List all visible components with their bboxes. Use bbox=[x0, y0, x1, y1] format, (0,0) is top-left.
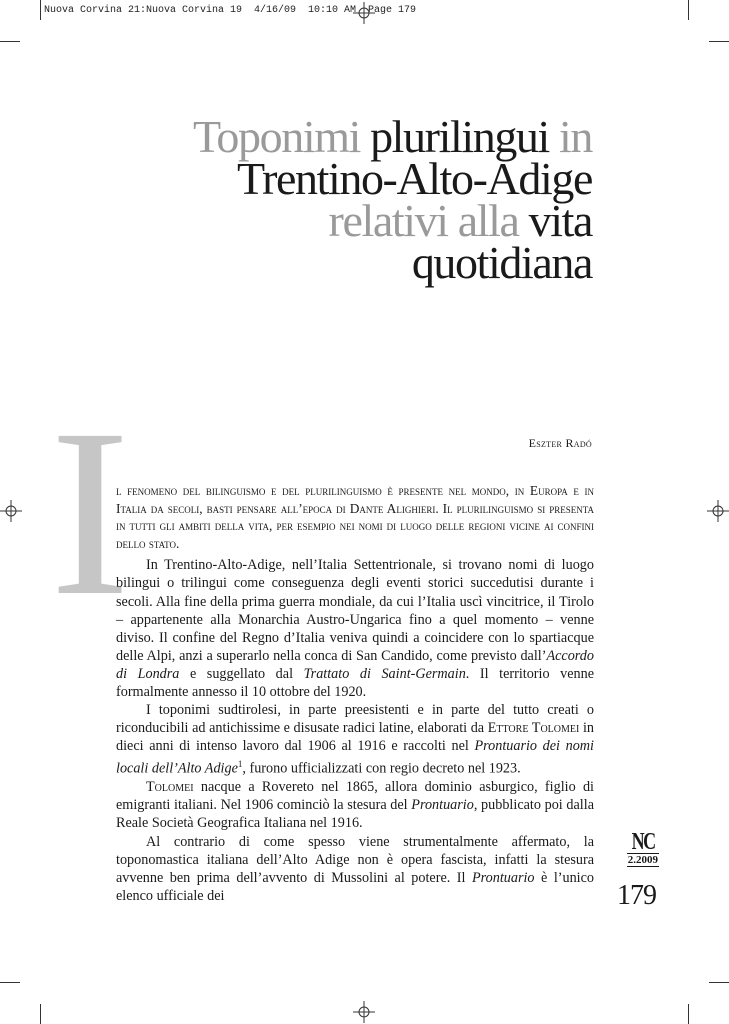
text: Al contrario di come spesso viene strumentalmente affermato, la toponomastica italiana dell’Alto Adige non è opera fascista, infatti la stesura avvenne ben prima dell’avvento di Mussolini al potere. Il bbox=[116, 833, 594, 886]
logo-letters: NC bbox=[631, 829, 655, 855]
smallcaps-name: Tolomei bbox=[146, 779, 194, 796]
issue-number: 2.2009 bbox=[627, 854, 658, 866]
crop-mark bbox=[0, 41, 20, 42]
crop-mark bbox=[688, 0, 689, 20]
author-name: Eszter Radó bbox=[528, 436, 592, 450]
paragraph bbox=[116, 556, 594, 701]
text: e suggellato dal bbox=[179, 665, 304, 682]
text: nacque a Rovereto nel 1865, allora dominio asburgico, figlio di emigranti italiani. Nel 1906 cominciò la stesura del bbox=[116, 779, 594, 814]
intro-paragraph: l fenomeno del bilinguismo e del plurilinguismo è presente nel mondo, in Europa e in Italia da secoli, basti pensare all’epoca di Dante Alighieri. Il plurilinguismo si presenta in tutti gli ambiti della vita, per esempio nei nomi di luogo delle regioni vicine ai confini dello stato. bbox=[116, 483, 594, 551]
text: , pubblicato poi dalla Reale Società Geografica Italiana nel 1916. bbox=[116, 797, 594, 832]
title-word: plurilingui bbox=[370, 111, 549, 162]
title-word: vita bbox=[528, 195, 592, 246]
italic-text: Prontuario dei nomi locali dell’Alto Adige bbox=[116, 738, 594, 778]
title-line: Trentino-Alto-Adige bbox=[236, 153, 592, 204]
text: è l’unico elenco ufficiale dei bbox=[116, 869, 595, 904]
crop-mark bbox=[40, 1004, 41, 1024]
title-word: Toponimi bbox=[192, 111, 360, 162]
paragraph bbox=[116, 701, 594, 778]
crop-mark bbox=[709, 41, 729, 42]
paragraph bbox=[116, 778, 594, 832]
article-body bbox=[116, 482, 594, 905]
italic-text: Prontuario bbox=[411, 797, 474, 814]
text: in dieci anni di intenso lavoro dal 1906 al 1916 e raccolti nel bbox=[116, 720, 594, 755]
text: I toponimi sudtirolesi, in parte preesistenti e in parte del tutto creati o riconducibili ad antichissime e disusate radici latine, elaborati da bbox=[116, 702, 594, 737]
registration-mark-icon bbox=[353, 2, 375, 24]
registration-mark-icon bbox=[707, 500, 729, 522]
italic-text: Trattato di Saint-Germain bbox=[303, 665, 466, 682]
registration-mark-icon bbox=[353, 1001, 375, 1023]
crop-mark bbox=[688, 1004, 689, 1024]
italic-text: Accordo di Londra bbox=[116, 647, 594, 682]
registration-mark-icon bbox=[0, 500, 22, 522]
crop-mark bbox=[0, 982, 20, 983]
title-line: quotidiana bbox=[411, 237, 592, 288]
print-slug-line: Nuova Corvina 21:Nuova Corvina 19 4/16/09 10:10 AM Page 179 bbox=[44, 5, 417, 16]
italic-text: Prontuario bbox=[471, 869, 535, 886]
text: In Trentino-Alto-Adige, nell’Italia Settentrionale, si trovano nomi di luogo bilingui o trilingui come conseguenza degli eventi storici succedutisi durante i secoli. Alla fine della prima guerra mondiale, da cui l’Italia uscì vincitrice, il Tirolo – appartenente alla Monarchia Austro-Ungarica fino a quel momento – venne diviso. Il confine del Regno d’Italia veniva quindi a coincidere con lo spartiacque delle Alpi, anzi a superarlo nella conca di San Candido, come previsto dall’ bbox=[116, 557, 594, 664]
page-number: 179 bbox=[617, 880, 656, 911]
footnote-ref[interactable]: 1 bbox=[237, 759, 243, 770]
title-word: in bbox=[559, 111, 592, 162]
journal-logo bbox=[627, 831, 659, 867]
smallcaps-name: Ettore Tolomei bbox=[487, 720, 580, 737]
title-word: relativi alla bbox=[328, 195, 519, 246]
crop-mark bbox=[709, 982, 729, 983]
text: , furono ufficializzati con regio decreto nel 1923. bbox=[242, 761, 521, 778]
crop-mark bbox=[40, 0, 41, 20]
paragraph bbox=[116, 833, 594, 905]
text: . Il territorio venne formalmente annesso il 10 ottobre del 1920. bbox=[116, 665, 594, 701]
article-title bbox=[192, 111, 592, 288]
drop-cap: I bbox=[50, 379, 130, 645]
